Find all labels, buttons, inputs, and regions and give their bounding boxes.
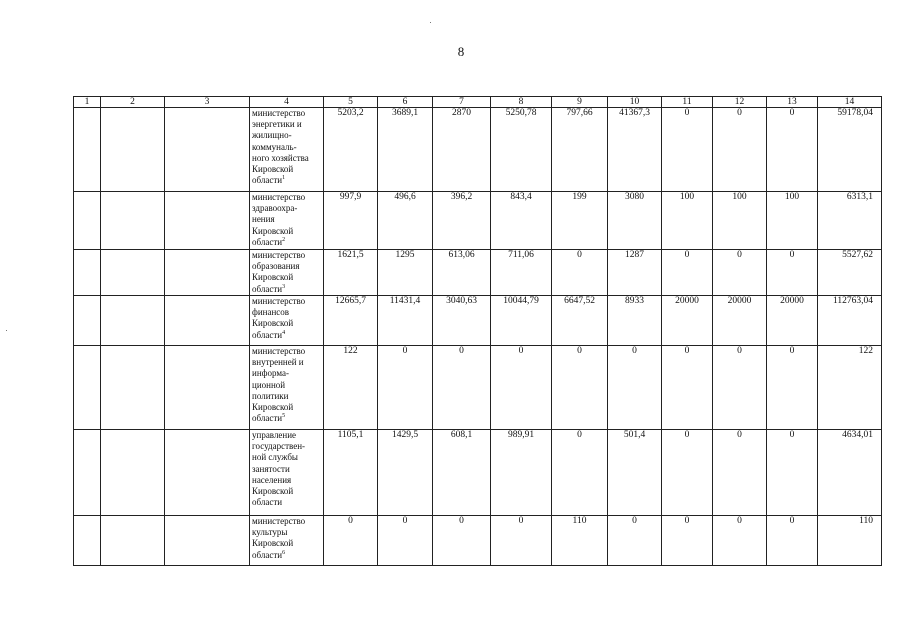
value-cell-col-11: 0 bbox=[662, 430, 713, 516]
value-cell-col-11: 0 bbox=[662, 346, 713, 430]
value-cell-col-8: 989,91 bbox=[491, 430, 552, 516]
empty-cell bbox=[101, 192, 165, 250]
column-header-2: 2 bbox=[101, 97, 165, 108]
value-cell-col-10: 0 bbox=[608, 516, 662, 566]
empty-cell bbox=[165, 108, 250, 192]
value-cell-col-14: 5527,62 bbox=[818, 250, 882, 296]
value-cell-col-9: 199 bbox=[552, 192, 608, 250]
value-cell-col-8: 5250,78 bbox=[491, 108, 552, 192]
value-cell-col-12: 0 bbox=[713, 430, 767, 516]
empty-cell bbox=[74, 516, 101, 566]
footnote-marker: 4 bbox=[282, 329, 286, 336]
value-cell-col-9: 110 bbox=[552, 516, 608, 566]
agency-name-line: Кировской bbox=[252, 272, 294, 283]
column-header-10: 10 bbox=[608, 97, 662, 108]
agency-name-line: образования bbox=[252, 261, 300, 272]
empty-cell bbox=[101, 346, 165, 430]
column-header-13: 13 bbox=[767, 97, 818, 108]
value-cell-col-11: 0 bbox=[662, 250, 713, 296]
column-header-5: 5 bbox=[324, 97, 378, 108]
empty-cell bbox=[74, 250, 101, 296]
value-cell-col-13: 0 bbox=[767, 250, 818, 296]
value-cell-col-14: 112763,04 bbox=[818, 296, 882, 346]
value-cell-col-12: 100 bbox=[713, 192, 767, 250]
column-header-4: 4 bbox=[250, 97, 324, 108]
empty-cell bbox=[165, 296, 250, 346]
table-row bbox=[74, 296, 882, 346]
value-cell-col-12: 20000 bbox=[713, 296, 767, 346]
value-cell-col-7: 396,2 bbox=[433, 192, 491, 250]
column-header-3: 3 bbox=[165, 97, 250, 108]
value-cell-col-7: 613,06 bbox=[433, 250, 491, 296]
value-cell-col-14: 4634,01 bbox=[818, 430, 882, 516]
value-cell-col-5: 997,9 bbox=[324, 192, 378, 250]
agency-name-line: Кировской bbox=[252, 164, 294, 175]
agency-name-line: жилищно- bbox=[252, 130, 292, 141]
agency-name-line: государствен- bbox=[252, 441, 306, 452]
empty-cell bbox=[74, 296, 101, 346]
value-cell-col-7: 3040,63 bbox=[433, 296, 491, 346]
value-cell-col-6: 0 bbox=[378, 516, 433, 566]
value-cell-col-13: 0 bbox=[767, 430, 818, 516]
value-cell-col-9: 0 bbox=[552, 346, 608, 430]
value-cell-col-14: 110 bbox=[818, 516, 882, 566]
agency-name-line: финансов bbox=[252, 307, 290, 318]
table-row bbox=[74, 516, 882, 566]
value-cell-col-9: 0 bbox=[552, 430, 608, 516]
value-cell-col-7: 0 bbox=[433, 516, 491, 566]
scan-speck bbox=[6, 330, 7, 331]
agency-name-text: области bbox=[252, 283, 283, 294]
agency-name-line: населения bbox=[252, 474, 292, 485]
header-row bbox=[74, 97, 882, 108]
value-cell-col-5: 0 bbox=[324, 516, 378, 566]
value-cell-col-11: 20000 bbox=[662, 296, 713, 346]
budget-table bbox=[73, 96, 882, 566]
footnote-marker: 2 bbox=[282, 236, 286, 243]
column-header-1: 1 bbox=[74, 97, 101, 108]
column-header-7: 7 bbox=[433, 97, 491, 108]
agency-name-line: Кировской bbox=[252, 225, 294, 236]
agency-name-line: коммуналь- bbox=[252, 141, 297, 152]
column-header-11: 11 bbox=[662, 97, 713, 108]
agency-name-line bbox=[252, 330, 321, 341]
value-cell-col-11: 0 bbox=[662, 108, 713, 192]
agency-name-line bbox=[252, 550, 321, 561]
column-header-9: 9 bbox=[552, 97, 608, 108]
value-cell-col-14: 122 bbox=[818, 346, 882, 430]
value-cell-col-12: 0 bbox=[713, 516, 767, 566]
value-cell-col-6: 1429,5 bbox=[378, 430, 433, 516]
column-header-12: 12 bbox=[713, 97, 767, 108]
agency-name-line: внутренней и bbox=[252, 357, 304, 368]
agency-name-line bbox=[252, 284, 321, 295]
agency-name-cell bbox=[250, 296, 324, 346]
footnote-marker: 6 bbox=[282, 549, 286, 556]
empty-cell bbox=[74, 192, 101, 250]
agency-name-line: министерство bbox=[252, 296, 306, 306]
agency-name-line: занятости bbox=[252, 463, 290, 474]
value-cell-col-10: 41367,3 bbox=[608, 108, 662, 192]
agency-name-line: министерство bbox=[252, 516, 306, 526]
value-cell-col-6: 11431,4 bbox=[378, 296, 433, 346]
value-cell-col-5: 1105,1 bbox=[324, 430, 378, 516]
empty-cell bbox=[101, 516, 165, 566]
value-cell-col-8: 0 bbox=[491, 516, 552, 566]
empty-cell bbox=[165, 192, 250, 250]
value-cell-col-7: 608,1 bbox=[433, 430, 491, 516]
value-cell-col-14: 59178,04 bbox=[818, 108, 882, 192]
agency-name-line: Кировской bbox=[252, 486, 294, 497]
value-cell-col-11: 0 bbox=[662, 516, 713, 566]
agency-name-line: Кировской bbox=[252, 538, 294, 549]
empty-cell bbox=[165, 250, 250, 296]
table-body bbox=[74, 108, 882, 566]
agency-name-line bbox=[252, 237, 321, 248]
empty-cell bbox=[74, 346, 101, 430]
table-row bbox=[74, 192, 882, 250]
table-row bbox=[74, 430, 882, 516]
value-cell-col-14: 6313,1 bbox=[818, 192, 882, 250]
value-cell-col-13: 20000 bbox=[767, 296, 818, 346]
value-cell-col-13: 0 bbox=[767, 108, 818, 192]
agency-name-line: здравоохра- bbox=[252, 203, 298, 214]
footnote-marker: 5 bbox=[282, 413, 286, 420]
value-cell-col-10: 501,4 bbox=[608, 430, 662, 516]
agency-name-text: области bbox=[252, 413, 283, 424]
value-cell-col-10: 3080 bbox=[608, 192, 662, 250]
empty-cell bbox=[101, 430, 165, 516]
value-cell-col-6: 496,6 bbox=[378, 192, 433, 250]
value-cell-col-13: 0 bbox=[767, 346, 818, 430]
empty-cell bbox=[101, 108, 165, 192]
agency-name-line bbox=[252, 413, 321, 424]
agency-name-cell bbox=[250, 250, 324, 296]
value-cell-col-6: 1295 bbox=[378, 250, 433, 296]
agency-name-line bbox=[252, 175, 321, 186]
agency-name-line: ной службы bbox=[252, 452, 298, 463]
agency-name-line: ного хозяйства bbox=[252, 152, 309, 163]
value-cell-col-8: 10044,79 bbox=[491, 296, 552, 346]
agency-name-line: Кировской bbox=[252, 402, 294, 413]
empty-cell bbox=[101, 250, 165, 296]
value-cell-col-8: 843,4 bbox=[491, 192, 552, 250]
column-header-8: 8 bbox=[491, 97, 552, 108]
value-cell-col-5: 1621,5 bbox=[324, 250, 378, 296]
agency-name-line: политики bbox=[252, 390, 289, 401]
value-cell-col-10: 0 bbox=[608, 346, 662, 430]
agency-name-line: министерство bbox=[252, 346, 306, 356]
value-cell-col-9: 0 bbox=[552, 250, 608, 296]
column-header-6: 6 bbox=[378, 97, 433, 108]
value-cell-col-7: 2870 bbox=[433, 108, 491, 192]
agency-name-line: информа- bbox=[252, 368, 289, 379]
value-cell-col-5: 5203,2 bbox=[324, 108, 378, 192]
agency-name-line: министерство bbox=[252, 250, 306, 260]
agency-name-cell bbox=[250, 192, 324, 250]
value-cell-col-8: 0 bbox=[491, 346, 552, 430]
agency-name-cell bbox=[250, 108, 324, 192]
value-cell-col-10: 8933 bbox=[608, 296, 662, 346]
agency-name-line: министерство bbox=[252, 192, 306, 202]
value-cell-col-10: 1287 bbox=[608, 250, 662, 296]
agency-name-cell bbox=[250, 430, 324, 516]
agency-name-line: культуры bbox=[252, 527, 288, 538]
value-cell-col-8: 711,06 bbox=[491, 250, 552, 296]
agency-name-line: области bbox=[252, 497, 283, 508]
agency-name-cell bbox=[250, 516, 324, 566]
agency-name-text: области bbox=[252, 236, 283, 247]
value-cell-col-12: 0 bbox=[713, 346, 767, 430]
agency-name-text: области bbox=[252, 175, 283, 186]
value-cell-col-13: 0 bbox=[767, 516, 818, 566]
empty-cell bbox=[74, 430, 101, 516]
page-number: 8 bbox=[457, 44, 465, 59]
empty-cell bbox=[74, 108, 101, 192]
scan-speck bbox=[430, 22, 431, 23]
value-cell-col-13: 100 bbox=[767, 192, 818, 250]
value-cell-col-5: 12665,7 bbox=[324, 296, 378, 346]
table-row bbox=[74, 250, 882, 296]
agency-name-line: нения bbox=[252, 214, 275, 225]
value-cell-col-11: 100 bbox=[662, 192, 713, 250]
value-cell-col-6: 0 bbox=[378, 346, 433, 430]
agency-name-line: управление bbox=[252, 430, 297, 440]
footnote-marker: 1 bbox=[282, 175, 286, 182]
agency-name-line: Кировской bbox=[252, 318, 294, 329]
table-row bbox=[74, 346, 882, 430]
empty-cell bbox=[165, 430, 250, 516]
empty-cell bbox=[165, 516, 250, 566]
empty-cell bbox=[101, 296, 165, 346]
column-header-14: 14 bbox=[818, 97, 882, 108]
value-cell-col-9: 6647,52 bbox=[552, 296, 608, 346]
value-cell-col-5: 122 bbox=[324, 346, 378, 430]
agency-name-line: ционной bbox=[252, 379, 286, 390]
table-row bbox=[74, 108, 882, 192]
footnote-marker: 3 bbox=[282, 283, 286, 290]
value-cell-col-12: 0 bbox=[713, 250, 767, 296]
agency-name-line: энергетики и bbox=[252, 119, 302, 130]
value-cell-col-12: 0 bbox=[713, 108, 767, 192]
agency-name-text: области bbox=[252, 549, 283, 560]
value-cell-col-6: 3689,1 bbox=[378, 108, 433, 192]
value-cell-col-7: 0 bbox=[433, 346, 491, 430]
agency-name-line: министерство bbox=[252, 108, 306, 118]
value-cell-col-9: 797,66 bbox=[552, 108, 608, 192]
agency-name-text: области bbox=[252, 329, 283, 340]
empty-cell bbox=[165, 346, 250, 430]
agency-name-cell bbox=[250, 346, 324, 430]
